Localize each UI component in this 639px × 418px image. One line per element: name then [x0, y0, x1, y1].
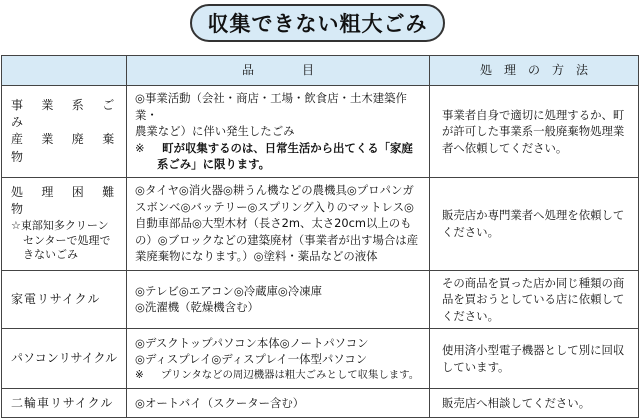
items-line: ◎デスクトップパソコン本体◎ノートパソコン	[135, 335, 369, 350]
category-line: 二輪車リサイクル	[11, 395, 114, 410]
row-category	[2, 329, 127, 389]
items-note	[135, 368, 423, 383]
items-line: ◎オートバイ（スクーター含む）	[135, 395, 305, 410]
header-method: 処 理 の 方 法	[430, 56, 639, 86]
items-note	[135, 140, 423, 157]
category-line: 処 理 困 難 物	[11, 185, 133, 217]
table-row	[2, 270, 639, 329]
items-line: ◎テレビ◎エアコン◎冷蔵庫◎冷凍庫	[135, 283, 323, 298]
table-row	[2, 86, 639, 178]
row-items	[127, 270, 430, 329]
row-category	[2, 270, 127, 329]
row-method: 事業者自身で適切に処理するか、町が許可した事業系一般廃棄物処理業者へ依頼してください。	[430, 86, 639, 178]
header-category	[2, 56, 127, 86]
row-method: 販売店か専門業者へ処理を依頼してください。	[430, 177, 639, 270]
row-category	[2, 86, 133, 178]
category-line: 家電リサイクル	[11, 291, 101, 306]
header-items: 品 目	[127, 56, 430, 86]
items-line: ◎事業活動（会社・商店・工場・飲食店・土木建築作業・	[135, 91, 407, 122]
category-note: センターで処理で	[23, 233, 111, 247]
items-line: 農業など）に伴い発生したごみ	[135, 124, 295, 139]
page-title: 収集できない粗大ごみ	[190, 4, 445, 42]
category-note: きないごみ	[23, 248, 78, 262]
row-items	[127, 389, 430, 418]
category-note: ☆東部知多クリーン	[11, 218, 109, 232]
row-category	[2, 177, 133, 270]
note-mark: ※	[135, 368, 144, 381]
note-mark: ※	[135, 140, 145, 155]
category-line: 産 業 廃 棄 物	[11, 132, 133, 164]
category-line: 事 業 系 ご み	[11, 97, 133, 129]
table-row	[2, 177, 639, 270]
row-method: 使用済小型電子機器として別に回収しています。	[430, 329, 639, 389]
row-method: その商品を買った店か同じ種類の商品を買おうとしている店に依頼してください。	[430, 270, 639, 329]
note-bold-text-2: 系ごみ」に限ります。	[157, 157, 270, 172]
note-text: プリンタなどの周辺機器は粗大ごみとして収集します。	[161, 368, 420, 381]
row-items: ◎タイヤ◎消火器◎耕うん機などの農機具◎プロパンガスボンベ◎バッテリー◎スプリング入りのマットレス◎自動車部品◎大型木材（長さ2m、太さ20cm以上のもの）◎ブロックなどの建築廃材（事業者が出す場合は産業廃棄物になります。）◎塗料・薬品などの液体	[127, 177, 430, 270]
row-items	[127, 86, 430, 178]
uncollectable-items-table	[1, 55, 639, 418]
row-items	[127, 329, 430, 389]
category-line: パソコンリサイクル	[11, 351, 118, 366]
note-bold-text: 町が収集するのは、日常生活から出てくる「家庭	[162, 140, 413, 155]
table-row	[2, 329, 639, 389]
items-line: ◎洗濯機（乾燥機含む）	[135, 300, 259, 315]
row-method: 販売店へ相談してください。	[430, 389, 639, 418]
table-row	[2, 389, 639, 418]
row-category	[2, 389, 127, 418]
items-line: ◎ディスプレイ◎ディスプレイ一体型パソコン	[135, 352, 368, 367]
table-header-row	[2, 56, 639, 86]
